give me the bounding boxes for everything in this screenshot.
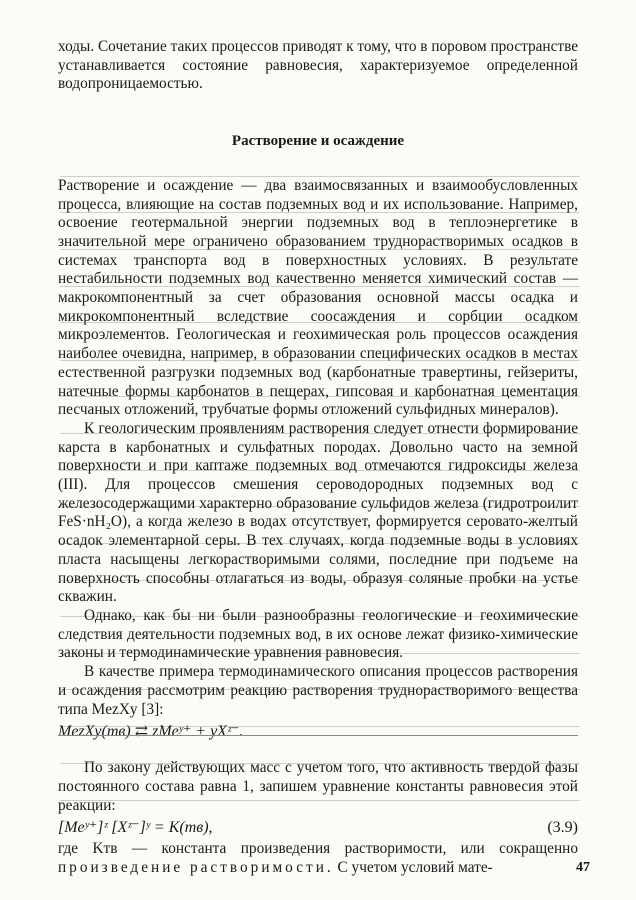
solubility-definition-start: где Kтв — константа произведения растворимости, или сокращенно (58, 840, 578, 858)
dissolution-reaction (58, 723, 578, 749)
paragraph-solubility-product (58, 840, 578, 877)
paragraph-geological-manifestations: К геологическим проявлениям растворения следует отнести формирование карста в карбонатных и сульфатных породах. Довольно часто на земной поверхности и при каптаже подземных вод отмечаются гидроксиды железа (III). Для процессов смешения сероводородных подземных вод с железосодержащими характерно образование сульфидов железа (гидротроилит FeS·nH₂O), а когда железо в водах отсутствует, формируется серовато-желтый осадок элементарной серы. В тех случаях, когда подземные воды в условиях пласта насыщены легкорастворимыми солями, последние при подъеме на поверхность способны отлагаться из воды, образуя соляные пробки на устье скважин. (58, 419, 578, 606)
equilibrium-equation: [Meʸ⁺]ᶻ [Xᶻ⁻]ʸ = K(тв), (58, 819, 213, 837)
section-title: Растворение и осаждение (231, 133, 405, 150)
formula-rule-line (58, 735, 578, 736)
paragraph-physicochemical-laws: Однако, как бы ни были разнообразны геологические и геохимические следствия деятельности подземных вод, в их основе лежат физико-химические законы и термодинамические уравнения равновесия. (58, 606, 578, 662)
paragraph-thermodynamic-example: В качестве примера термодинамического описания процессов растворения и осаждения рассмотрим реакцию растворения труднорастворимого вещества типа MezXy [3]: (58, 663, 578, 718)
equilibrium-equation-row (58, 819, 578, 838)
book-page (58, 38, 578, 877)
paragraph-mass-action-law: По закону действующих масс с учетом того, что активность твердой фазы постоянного состава равна 1, запишем уравнение константы равновесия этой реакции: (58, 759, 578, 814)
page-number: 47 (576, 860, 590, 875)
solubility-definition-end: С учетом условий мате- (333, 858, 493, 876)
equation-number: (3.9) (547, 819, 578, 837)
reaction-formula: MezXy(тв) ⇄ zMeʸ⁺ + yXᶻ⁻. (58, 723, 244, 741)
paragraph-dissolution-intro: Растворение и осаждение — два взаимосвязанных и взаимообусловленных процесса, влияющие на состав подземных вод и их использование. Например, освоение геотермальной энергии подземных вод в теплоэнергетике в значительной мере ограничено образованием труднорастворимых осадков в системах транспорта вод в поверхностных условиях. В результате нестабильности подземных вод качественно меняется химический состав — макрокомпонентный за счет образования основной массы осадка и микрокомпонентный вследствие соосаждения и сорбции осадком микроэлементов. Геологическая и геохимическая роль процессов осаждения наиболее очевидна, например, в образовании специфических осадков в местах естественной разгрузки подземных вод (карбонатные травертины, гейзериты, натечные формы карбонатов в пещерах, гипсовая и карбонатная цементация песчаных отложений, трубчатые формы отложений сульфидных минералов). (58, 176, 578, 419)
solubility-term-spaced: произведение растворимости. (58, 858, 334, 876)
continuation-paragraph: ходы. Сочетание таких процессов приводят к тому, что в поровом пространстве устанавливается состояние равновесия, характеризуемое определенной водопроницаемостью. (58, 38, 579, 93)
